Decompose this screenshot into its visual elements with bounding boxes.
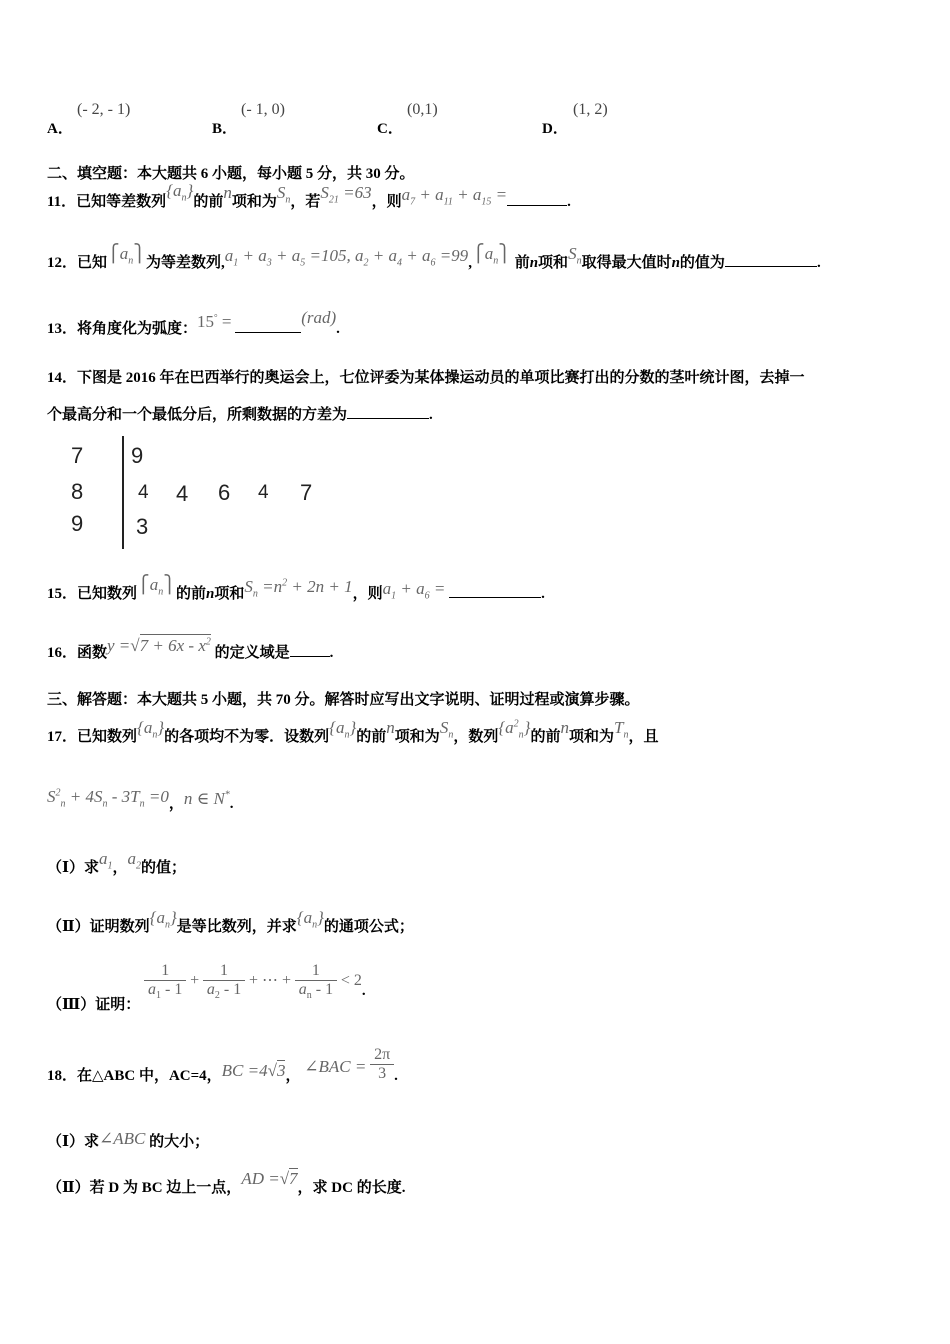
question-18-part1: （Ⅰ）求∠ABC 的大小； xyxy=(47,1129,210,1150)
blank-13[interactable] xyxy=(235,318,301,333)
question-17-part3: （Ⅲ）证明： $\frac{1}{a_1 - 1}$ + $\frac{1}{a_2 - 1}$ + ⋯ + $\frac{1}{a_n - 1}$ < 2. xyxy=(47,962,366,1014)
blank-15[interactable] xyxy=(449,583,541,598)
option-c-label: C． xyxy=(377,121,403,137)
question-16: 16．函数$y =√7 + 6x - x^2$ 的定义域是 . xyxy=(47,636,334,661)
option-a-value: (- 2, - 1) xyxy=(77,101,131,118)
section3-title: 三、解答题：本大题共 5 小题，共 70 分。解答时应写出文字说明、证明过程或演算步骤。 xyxy=(47,692,640,708)
blank-16[interactable] xyxy=(290,642,330,657)
leaf-8-5: 7 xyxy=(300,480,313,505)
question-17-equation: $S^2_n + 4S_n - 3T_n =0$，n ∈ N*. xyxy=(47,787,234,812)
question-14-line1: 14．下图是 2016 年在巴西举行的奥运会上，七位评委为某体操运动员的单项比赛打出的分数的茎叶统计图，去掉一 xyxy=(47,370,805,386)
blank-11[interactable] xyxy=(507,191,567,206)
stem-8: 8 xyxy=(71,479,84,504)
option-d-value: (1, 2) xyxy=(573,101,608,118)
question-12: 12．已知$⎧a_n⎫$为等差数列$,a_1 + a_3 + a_5 =105$, $a_2 + a_4 + a_6$ $=99,⎧a_n⎫$ 前n项和$S_n$取得最大值时n的值为 . xyxy=(47,244,821,271)
option-b-label: B． xyxy=(212,121,238,137)
leaf-7-1: 9 xyxy=(131,443,144,468)
blank-12[interactable] xyxy=(725,252,817,267)
option-d-label: D． xyxy=(542,121,568,137)
leaf-8-2: 4 xyxy=(176,481,189,506)
question-14-line2: 个最高分和一个最低分后，所剩数据的方差为 . xyxy=(47,403,433,424)
leaf-8-1: 4 xyxy=(138,482,149,503)
section2-title: 二、填空题：本大题共 6 小题，每小题 5 分，共 30 分。 xyxy=(47,166,415,182)
question-11: 11．已知等差数列$\{a_n\}$的前n项和为$S_n$，若$S_{21} =63$，则$a_7 + a_{11} + a_{15}$ = . xyxy=(47,181,571,210)
question-15: 15．已知数列$⎧a_n⎫$的前n项和$S_n =n^2 + 2n + 1$，则$a_1 + a_6$ = . xyxy=(47,575,545,602)
question-18: 18．在△ABC 中，AC=4，BC =4√3， ∠BAC = $\frac{2\pi}{3}$ . xyxy=(47,1046,398,1084)
blank-14[interactable] xyxy=(347,404,429,419)
question-18-part2: （Ⅱ）若 D 为 BC 边上一点，AD =√7，求 DC 的长度. xyxy=(47,1169,406,1196)
question-17: 17．已知数列$\{a_n\}$的各项均不为零．设数列$\{a_n\}$的前n项和为$S_n$，数列$\{a^2_n\}$的前n项和为$T_n$，且 xyxy=(47,718,659,745)
stem-divider xyxy=(122,436,124,549)
question-17-part1: （Ⅰ）求$a_1$，$a_2$的值； xyxy=(47,849,187,876)
leaf-8-4: 4 xyxy=(258,482,269,503)
stem-7: 7 xyxy=(71,443,84,468)
option-b-value: (- 1, 0) xyxy=(241,101,285,118)
question-13: 13．将角度化为弧度：15° = (rad). xyxy=(47,308,340,337)
leaf-9-1: 3 xyxy=(136,514,149,539)
option-c-value: (0,1) xyxy=(407,101,438,118)
leaf-8-3: 6 xyxy=(218,480,231,505)
stem-9: 9 xyxy=(71,511,84,536)
option-a-label: A． xyxy=(47,121,73,137)
question-17-part2: （Ⅱ）证明数列$\{a_n\}$是等比数列，并求$\{a_n\}$的通项公式； xyxy=(47,908,414,935)
